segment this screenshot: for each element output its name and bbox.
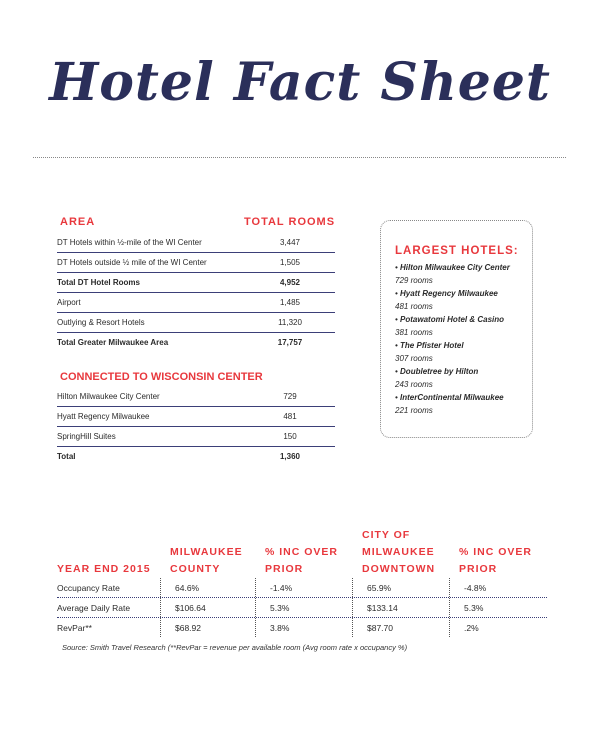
table-row — [57, 447, 335, 466]
hotel-rooms: 381 rooms — [395, 328, 433, 337]
row-label: Total — [57, 452, 76, 461]
cell-value: $133.14 — [353, 598, 450, 617]
table-row — [57, 578, 547, 598]
hotel-name: Hilton Milwaukee City Center — [400, 263, 510, 272]
table-row — [57, 253, 335, 273]
row-label: RevPar** — [57, 618, 161, 637]
table-row — [57, 233, 335, 253]
page-title: Hotel Fact Sheet — [49, 52, 551, 113]
largest-hotels-heading: LARGEST HOTELS: — [395, 245, 519, 257]
table-row — [57, 407, 335, 427]
hotel-name: The Pfister Hotel — [400, 341, 464, 350]
hotel-name: InterContinental Milwaukee — [400, 393, 504, 402]
divider — [33, 157, 566, 158]
cell-value: 5.3% — [256, 598, 353, 617]
row-label: Outlying & Resort Hotels — [57, 318, 145, 327]
cell-value: 3.8% — [256, 618, 353, 637]
row-value: 1,485 — [279, 298, 301, 307]
table-row — [57, 427, 335, 447]
row-value: 11,320 — [278, 318, 302, 327]
row-label: Airport — [57, 298, 81, 307]
cell-value: -4.8% — [464, 582, 487, 593]
row-value: 150 — [283, 432, 297, 441]
hotel-rooms: 243 rooms — [395, 380, 433, 389]
hotel-name: Doubletree by Hilton — [400, 367, 479, 376]
cell-value: 65.9% — [353, 578, 450, 597]
total-rooms-header: TOTAL ROOMS — [244, 216, 336, 228]
row-label: Hyatt Regency Milwaukee — [57, 412, 150, 421]
list-item: • Potawatomi Hotel & Casino 381 rooms — [395, 315, 505, 337]
cell-value: $68.92 — [161, 618, 256, 637]
row-label: SpringHill Suites — [57, 432, 116, 441]
list-item: • InterContinental Milwaukee 221 rooms — [395, 393, 504, 415]
column-header: YEAR END 2015 — [57, 563, 151, 575]
column-header: % INC OVER PRIOR — [459, 546, 533, 575]
cell-value: -1.4% — [256, 578, 353, 597]
hotel-rooms: 481 rooms — [395, 302, 433, 311]
cell-value: .2% — [464, 622, 479, 633]
list-item: • Hilton Milwaukee City Center 729 rooms — [395, 263, 510, 285]
row-label: Hilton Milwaukee City Center — [57, 392, 160, 401]
table-row — [57, 618, 547, 637]
source-note: Source: Smith Travel Research (**RevPar = revenue per available room (Avg room rate x occupancy %) — [62, 643, 408, 652]
cell-value: 5.3% — [464, 602, 484, 613]
connected-table — [57, 387, 335, 466]
row-label: Total Greater Milwaukee Area — [57, 338, 169, 347]
row-value: 4,952 — [279, 278, 301, 287]
row-value: 1,505 — [279, 258, 301, 267]
row-value: 481 — [283, 412, 297, 421]
list-item: • Hyatt Regency Milwaukee 481 rooms — [395, 289, 498, 311]
table-row — [57, 333, 335, 352]
stats-table — [57, 522, 547, 637]
table-row — [57, 387, 335, 407]
row-value: 17,757 — [277, 338, 303, 347]
cell-value: $106.64 — [161, 598, 256, 617]
row-label: Total DT Hotel Rooms — [57, 278, 140, 287]
area-header: AREA — [60, 216, 96, 228]
hotel-rooms: 221 rooms — [395, 406, 433, 415]
table-row — [57, 598, 547, 618]
hotel-rooms: 307 rooms — [395, 354, 433, 363]
table-row — [57, 273, 335, 293]
row-value: 1,360 — [279, 452, 301, 461]
column-header: % INC OVER PRIOR — [265, 546, 339, 575]
row-value: 3,447 — [279, 238, 301, 247]
cell-value: 64.6% — [161, 578, 256, 597]
row-value: 729 — [283, 392, 297, 401]
list-item: • Doubletree by Hilton 243 rooms — [395, 367, 479, 389]
column-header: CITY OF MILWAUKEE DOWNTOWN — [362, 529, 436, 575]
column-header: MILWAUKEE COUNTY — [170, 546, 243, 575]
hotel-name: Hyatt Regency Milwaukee — [400, 289, 498, 298]
row-label: DT Hotels outside ½ mile of the WI Center — [57, 258, 207, 267]
stats-header-row — [57, 522, 547, 578]
list-item: • The Pfister Hotel 307 rooms — [395, 341, 464, 363]
largest-hotels-box — [380, 220, 533, 438]
hotel-rooms: 729 rooms — [395, 276, 433, 285]
connected-heading: CONNECTED TO WISCONSIN CENTER — [60, 371, 263, 383]
table-row — [57, 293, 335, 313]
row-label: DT Hotels within ½-mile of the WI Center — [57, 238, 202, 247]
row-label: Average Daily Rate — [57, 598, 161, 617]
row-label: Occupancy Rate — [57, 578, 161, 597]
cell-value: $87.70 — [353, 618, 450, 637]
hotel-name: Potawatomi Hotel & Casino — [400, 315, 505, 324]
largest-hotels-list — [395, 261, 522, 417]
area-table — [57, 233, 335, 352]
table-row — [57, 313, 335, 333]
